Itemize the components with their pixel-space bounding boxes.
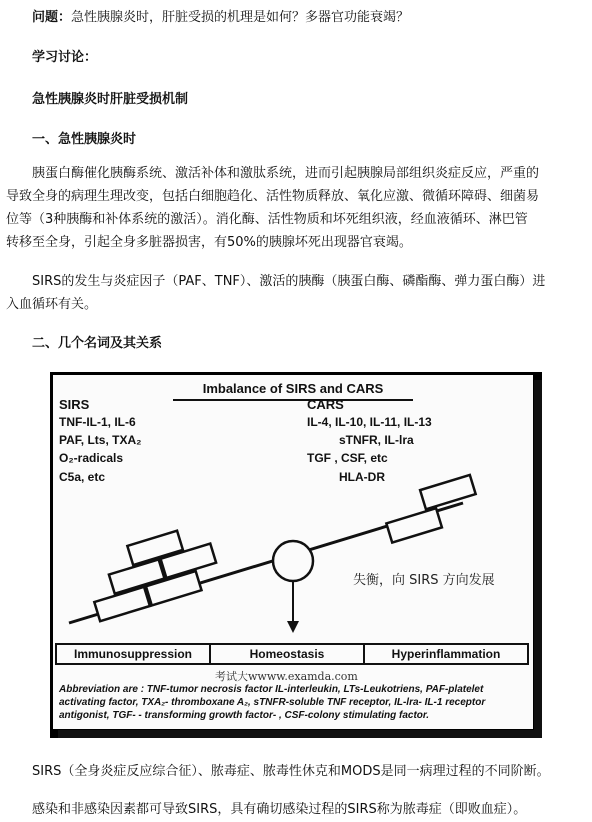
watermark: 考试大wwww.examda.com xyxy=(215,670,358,683)
paragraph-1-line: 位等（3种胰酶和补体系统的激活）。消化酶、活性物质和坏死组织液，经血液循环、淋巴管 xyxy=(6,212,528,227)
figure-title: Imbalance of SIRS and CARS xyxy=(202,381,384,396)
imbalance-annotation: 失衡，向 SIRS 方向发展 xyxy=(353,569,495,588)
sirs-blocks xyxy=(81,523,222,622)
cars-blocks xyxy=(380,475,482,543)
question-text: 急性胰腺炎时，肝脏受损的机理是如何？多器官功能衰竭？ xyxy=(71,10,410,25)
paragraph-2-line: SIRS的发生与炎症因子（PAF、TNF）、激活的胰酶（胰蛋白酶、磷酯酶、弹力蛋白酶）进 xyxy=(6,274,546,289)
discussion-heading: 学习讨论： xyxy=(32,50,98,65)
sirs-cars-figure xyxy=(50,372,542,738)
figure-shadow xyxy=(58,730,542,738)
arrow-head xyxy=(287,621,299,633)
scale-immunosuppression: Immunosuppression xyxy=(55,643,211,665)
sirs-item: TNF-IL-1, IL-6 xyxy=(59,415,136,429)
scale-homeostasis: Homeostasis xyxy=(209,643,365,665)
sirs-label: SIRS xyxy=(59,397,90,412)
cars-label: CARS xyxy=(307,397,344,412)
heading-1: 一、急性胰腺炎时 xyxy=(32,132,137,147)
cars-item: HLA-DR xyxy=(339,470,385,484)
paragraph-3: SIRS（全身炎症反应综合征）、脓毒症、脓毒性休克和MODS是同一病理过程的不同阶断。 xyxy=(32,764,550,779)
cars-item: sTNFR, IL-lra xyxy=(339,433,414,447)
abbreviation-line: activating factor, TXA₂- thromboxane A₂, sTNFR-soluble TNF receptor, IL-lra- IL-1 receptor xyxy=(59,697,486,708)
abbreviation-line: antigonist, TGF- - transforming growth factor- , CSF-colony stimulating factor. xyxy=(59,710,429,721)
cars-item: IL-4, IL-10, IL-11, IL-13 xyxy=(307,415,432,429)
cars-item: TGF , CSF, etc xyxy=(307,451,388,465)
sirs-item: PAF, Lts, TXA₂ xyxy=(59,433,142,447)
sirs-item: O₂-radicals xyxy=(59,451,124,465)
paragraph-1-line: 转移至全身，引起全身多脏器损害，有50%的胰腺坏死出现器官衰竭。 xyxy=(6,235,412,250)
paragraph-1-line: 导致全身的病理生理改变，包括白细胞趋化、活性物质释放、氧化应激、微循环障碍、细菌易 xyxy=(6,189,540,204)
figure-panel xyxy=(53,375,533,729)
paragraph-2 xyxy=(6,270,586,316)
paragraph-1 xyxy=(6,162,586,254)
figure-shadow xyxy=(534,380,542,738)
heading-2: 二、几个名词及其关系 xyxy=(32,336,163,351)
paragraph-4: 感染和非感染因素都可导致SIRS，具有确切感染过程的SIRS称为脓毒症（即败血症）。 xyxy=(32,802,527,817)
paragraph-1-line: 胰蛋白酶催化胰酶系统、激活补体和激肽系统，进而引起胰腺局部组织炎症反应，严重的 xyxy=(6,166,540,181)
section-title: 急性胰腺炎时肝脏受损机制 xyxy=(32,92,189,107)
fulcrum-ball xyxy=(273,541,313,581)
abbreviation-line: Abbreviation are : TNF-tumor necrosis factor IL-interleukin, LTs-Leukotriens, PAF-platelet xyxy=(59,684,484,695)
seesaw-drawing xyxy=(53,375,533,645)
scale-hyperinflammation: Hyperinflammation xyxy=(363,643,529,665)
paragraph-2-line: 入血循环有关。 xyxy=(6,297,98,312)
sirs-item: C5a, etc xyxy=(59,470,106,484)
question-line xyxy=(32,6,409,25)
question-label: 问题： xyxy=(32,10,72,25)
